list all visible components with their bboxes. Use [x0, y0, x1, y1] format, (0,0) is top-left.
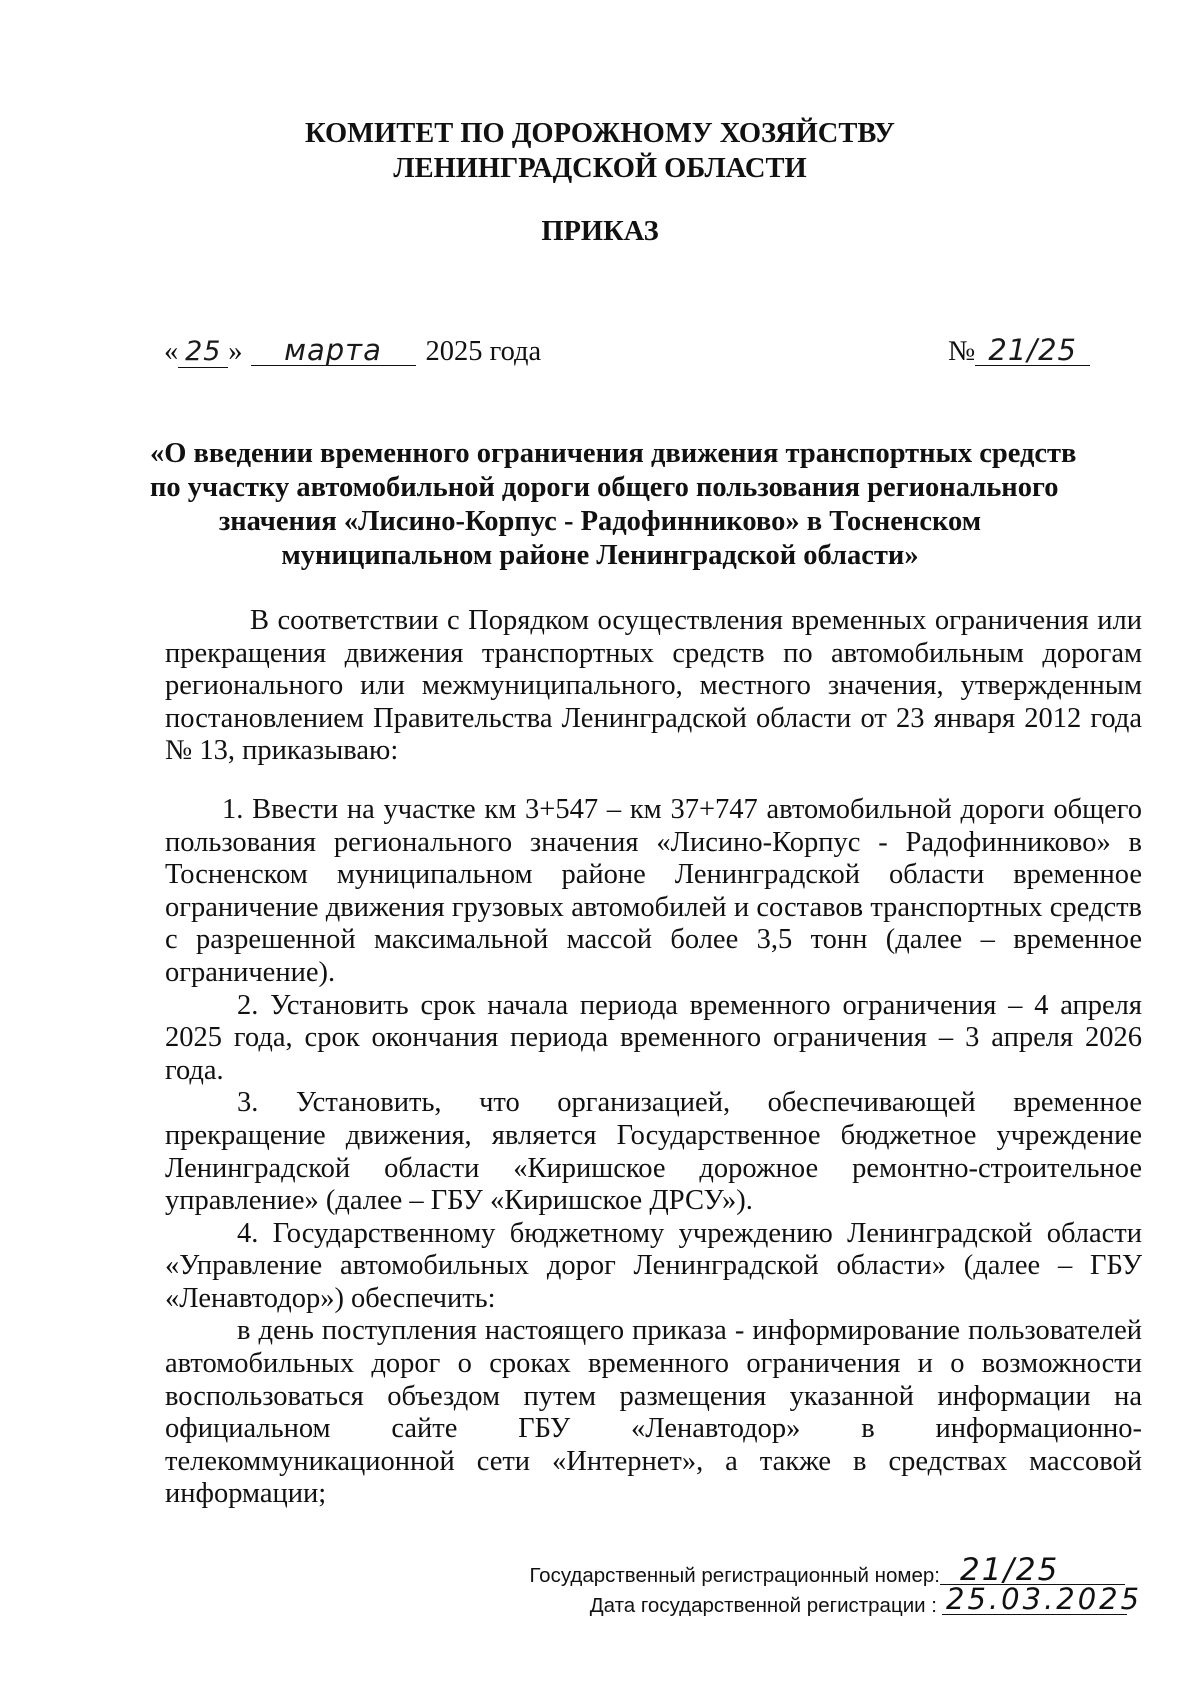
document-type-heading: ПРИКАЗ	[541, 216, 659, 247]
date-open-quote: «	[164, 336, 179, 367]
order-number-label: №	[948, 336, 976, 367]
registration-date-label: Дата государственной регистрации :	[589, 1594, 937, 1617]
registration-date-handwritten: 25.03.2025	[946, 1582, 1143, 1616]
preamble-paragraph: В соответствии с Порядком осуществления временных ограничения или прекращения движения транспортных средств по автомобильным дорогам регионального или межмуниципального, местного значения, утвержденным постановлением Правительства Ленинградской области от 23 января 2012 года № 13, приказываю:	[165, 605, 1142, 767]
registration-number-field	[940, 1552, 1125, 1588]
order-date	[164, 335, 541, 368]
registration-stamp	[529, 1552, 1150, 1618]
title-line: значения «Лисино-Корпус - Радофинниково» в Тосненском	[218, 506, 982, 537]
date-close-quote: »	[228, 336, 243, 367]
organization-header	[0, 116, 1200, 186]
registration-date-row	[550, 1582, 1150, 1618]
date-month-handwritten: марта	[251, 335, 416, 366]
registration-number-handwritten: 21/25	[960, 1552, 1060, 1588]
date-year: 2025 года	[425, 336, 542, 367]
registration-number-label: Государственный регистрационный номер:	[529, 1564, 940, 1587]
order-number	[948, 335, 1090, 368]
order-item-4: 4. Государственному бюджетному учреждению Ленинградской области «Управление автомобильных дорог Ленинградской области» (далее – ГБУ «Ленавтодор») обеспечить:	[165, 1217, 1142, 1314]
title-line: «О введении временного ограничения движения транспортных средств	[150, 438, 1077, 469]
date-day-handwritten: 25	[178, 337, 228, 368]
order-item-1: 1. Ввести на участке км 3+547 – км 37+747 автомобильной дороги общего пользования регионального значения «Лисино-Корпус - Радофинниково» в Тосненском муниципальном районе Ленинградской области временное ограничение движения грузовых автомобилей и составов транспортных средств с разрешенной максимальной массой более 3,5 тонн (далее – временное ограничение).	[165, 793, 1142, 988]
title-line: по участку автомобильной дороги общего пользования регионального	[150, 472, 1059, 503]
order-item-4-subparagraph: в день поступления настоящего приказа - информирование пользователей автомобильных дорог о сроках временного ограничения и о возможности воспользоваться объездом путем размещения указанной информации на официальном сайте ГБУ «Ленавтодор» в информационно-телекоммуникационной сети «Интернет», а также в средствах массовой информации;	[165, 1315, 1142, 1510]
registration-date-field	[942, 1582, 1143, 1616]
order-item-2: 2. Установить срок начала периода временного ограничения – 4 апреля 2025 года, срок окончания периода временного ограничения – 3 апреля 2026 года.	[165, 989, 1142, 1086]
org-name-line1: КОМИТЕТ ПО ДОРОЖНОМУ ХОЗЯЙСТВУ	[305, 118, 895, 149]
order-item-3: 3. Установить, что организацией, обеспечивающей временное прекращение движения, является Государственное бюджетное учреждение Ленинградской области «Киришское дорожное ремонтно-строительное управление» (далее – ГБУ «Киришское ДРСУ»).	[165, 1087, 1142, 1217]
org-name-line2: ЛЕНИНГРАДСКОЙ ОБЛАСТИ	[393, 153, 807, 184]
order-body	[165, 605, 1142, 1511]
order-number-handwritten: 21/25	[975, 335, 1090, 366]
order-title	[150, 437, 1077, 573]
title-line: муниципальном районе Ленинградской области»	[281, 540, 919, 571]
